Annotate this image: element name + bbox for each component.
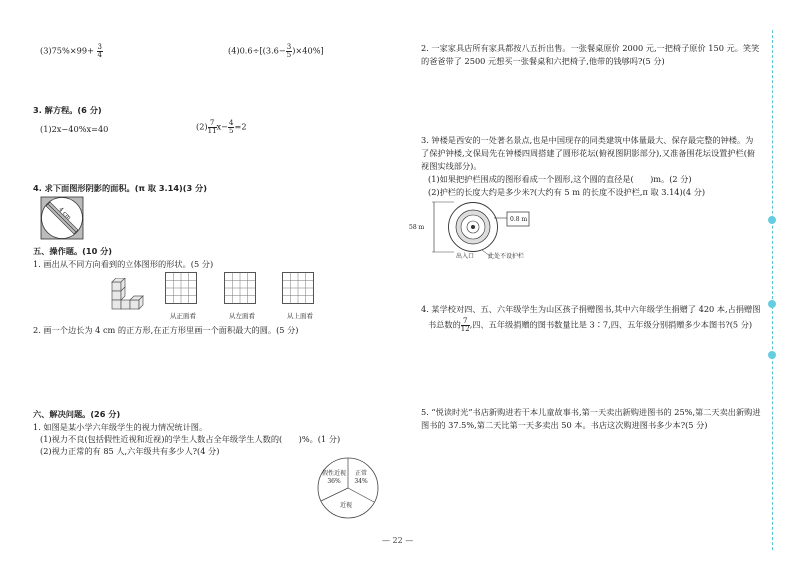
left-view-caption: 从左面看 — [229, 312, 255, 320]
problem-1-part-2: (2)视力正常的有 85 人,六年级共有多少人?(4 分) — [40, 446, 220, 456]
binding-hole — [768, 216, 776, 224]
equation-2: (2) $\frac{7}{11}$ x− $\frac{4}{5}$ =2 — [196, 119, 247, 135]
page-number: — 22 — — [382, 536, 414, 545]
left-view-grid[interactable] — [224, 272, 256, 304]
question-5: 5. “悦读时光”书店新购进若干本儿童故事书,第一天卖出新购进图书的 25%,第二天卖出新购进图书的 37.5%,第二天比第一天多卖出 50 本。书店这次购进图书多少本?(5 分) — [421, 407, 761, 430]
section-4-title: 4. 求下面图形阴影的面积。(π 取 3.14)(3 分) — [33, 183, 207, 193]
length-label: 4 cm — [57, 205, 73, 222]
binding-hole — [768, 351, 776, 359]
question-4-line-1: 4. 某学校对四、五、六年级学生为山区孩子捐赠图书,其中六年级学生捐赠了 420 本,占捐赠图 — [421, 304, 761, 314]
front-view-caption: 从正面看 — [170, 312, 196, 320]
binding-dashed-line — [772, 30, 773, 550]
operation-1: 1. 画出从不同方向看到的立体图形的形状。(5 分) — [33, 259, 214, 269]
part-6-title: 六、解决问题。(26 分) — [33, 409, 121, 419]
pie-label-normal: 正常34% — [354, 470, 368, 485]
fig-no-fence-label: 此处不设护栏 — [488, 253, 525, 260]
question-3-part-2: (2)护栏的长度大约是多少米?(大约有 5 m 的长度不设护栏,π 取 3.14)(4 分) — [428, 187, 706, 197]
part-5-title: 五、操作题。(10 分) — [33, 246, 113, 256]
fig-entrance-label: 出入口 — [456, 253, 475, 260]
question-4-line-2: 书总数的 $\frac{7}{12}$ ,四、五年级捐赠的图书数量比是 3∶7,四、五年级分别捐赠多少本图书?(5 分) — [428, 317, 753, 333]
equation-1: (1)2x−40%x=40 — [40, 124, 109, 134]
operation-2: 2. 画一个边长为 4 cm 的正方形,在正方形里画一个面积最大的圆。(5 分) — [33, 325, 299, 335]
binding-hole — [768, 300, 776, 308]
front-view-grid[interactable] — [165, 272, 197, 304]
calc-item-3: (3)75%×99+ $\frac{3}{4}$ — [40, 43, 103, 59]
pie-label-pseudo-myopia: 假性近视36% — [322, 470, 347, 485]
fraction: $\frac{3}{4}$ — [97, 43, 103, 59]
question-2: 2. 一家家具店所有家具都按八五折出售。一张餐桌原价 2000 元,一把椅子原价 150 元。笑笑的爸爸带了 2500 元想买一张餐桌和六把椅子,他带的钱够吗?(5 分) — [421, 43, 760, 66]
fraction: $\frac{3}{5}$ — [286, 43, 292, 59]
fraction: $\frac{7}{11}$ — [207, 119, 217, 135]
problem-1: 1. 如图是某小学六年级学生的视力情况统计图。 — [33, 422, 208, 432]
top-view-grid[interactable] — [282, 272, 314, 304]
cube-solid-icon — [106, 278, 146, 312]
fraction: $\frac{7}{12}$ — [460, 317, 470, 333]
calc-item-4: (4)0.6÷[(3.6− $\frac{3}{5}$ )×40%] — [228, 43, 324, 59]
question-3: 3. 钟楼是西安的一处著名景点,也是中国现存的同类建筑中体量最大、保存最完整的钟楼。为了保护钟楼,文保局先在钟楼四周搭建了圆形花坛(俯视图阴影部分),又准备围花坛设置护栏(俯视图实线部分)。 — [421, 135, 756, 171]
top-view-caption: 从上面看 — [287, 312, 313, 320]
question-3-part-1: (1)如果把护栏围成的图形看成一个圆形,这个圆的直径是( )m。(2 分) — [428, 174, 692, 184]
pie-label-myopia: 近视 — [340, 502, 353, 509]
section-3-title: 3. 解方程。(6 分) — [33, 105, 102, 115]
fraction: $\frac{4}{5}$ — [229, 119, 234, 135]
fig-width-label: 58 m — [409, 224, 425, 231]
fig-gap-label: 0.8 m — [510, 216, 528, 223]
problem-1-part-1: (1)视力不良(包括假性近视和近视)的学生人数占全年级学生人数的( )%。(1 分) — [40, 434, 341, 444]
